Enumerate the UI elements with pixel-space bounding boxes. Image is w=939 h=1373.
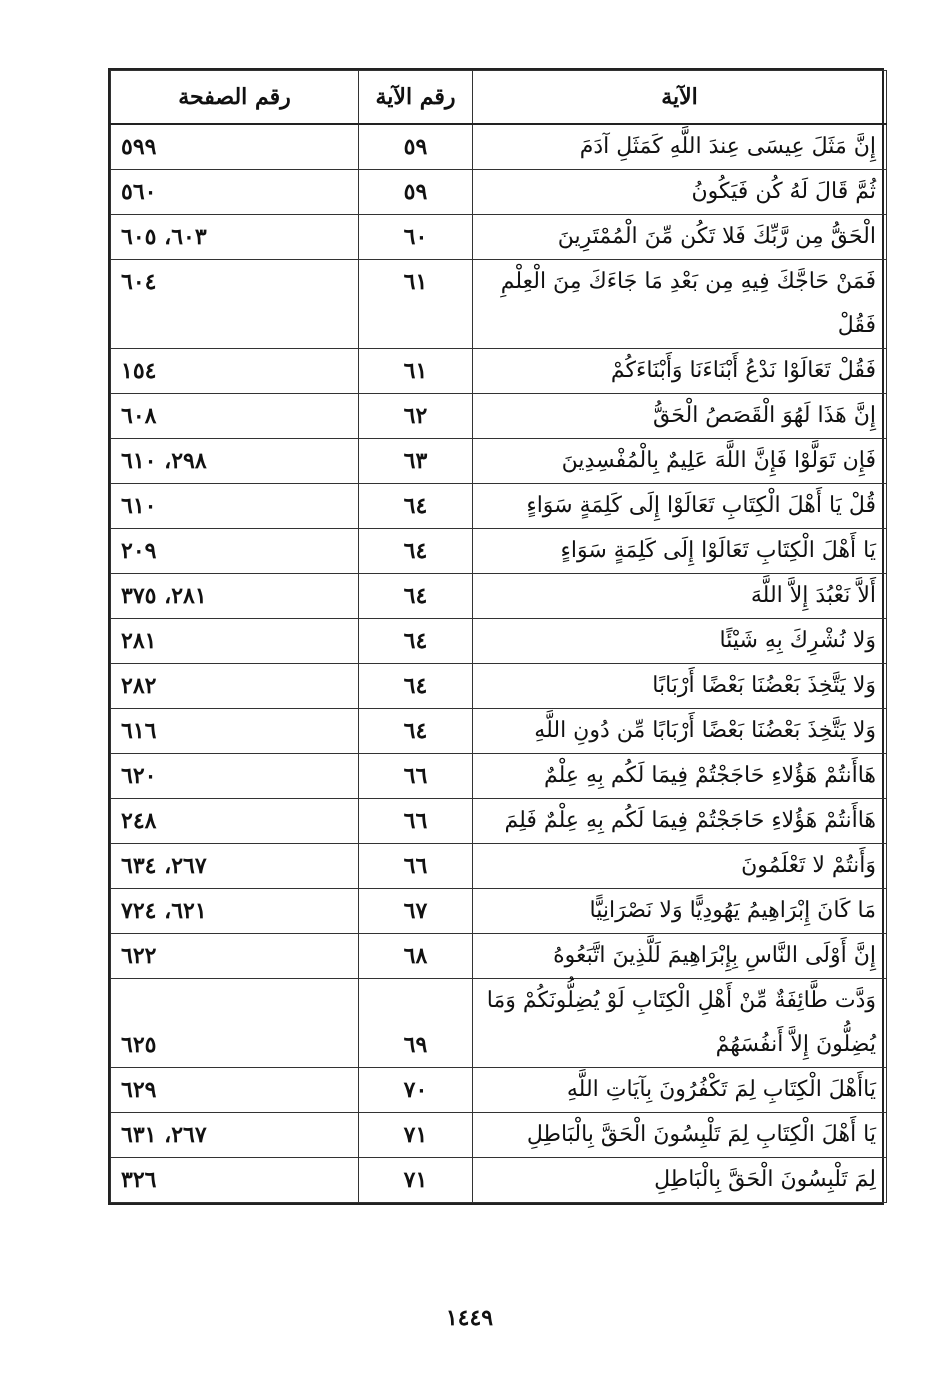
verse-number: ٦٤: [359, 574, 473, 619]
verse-number: ٦٤: [359, 529, 473, 574]
table-row: [111, 1068, 887, 1113]
page-numbers: ٢٤٨: [111, 799, 359, 844]
table-row: [111, 215, 887, 260]
table-row: [111, 574, 887, 619]
table-row: [111, 664, 887, 709]
page-numbers: ١٥٤: [111, 349, 359, 394]
verse-number: ٦٦: [359, 799, 473, 844]
page-numbers: ٦٢٥: [111, 979, 359, 1068]
table-row: [111, 124, 887, 170]
table-row: [111, 709, 887, 754]
page-numbers: ٦٠٣، ٦٠٥: [111, 215, 359, 260]
verse-text: هَاأَنتُمْ هَؤُلاءِ حَاجَجْتُمْ فِيمَا لَكُم بِهِ عِلْمٌ: [473, 754, 887, 799]
verse-text: يَاأَهْلَ الْكِتَابِ لِمَ تَكْفُرُونَ بِآيَاتِ اللَّهِ: [473, 1068, 887, 1113]
verse-number: ٦٤: [359, 619, 473, 664]
table-row: [111, 934, 887, 979]
verse-number: ٦٦: [359, 844, 473, 889]
page-numbers: ٦٢٠: [111, 754, 359, 799]
page-numbers: ٢٠٩: [111, 529, 359, 574]
index-table-frame: [108, 68, 884, 1205]
verse-text: لِمَ تَلْبِسُونَ الْحَقَّ بِالْبَاطِلِ: [473, 1158, 887, 1203]
verse-text: يَا أَهْلَ الْكِتَابِ تَعَالَوْا إِلَى كَلِمَةٍ سَوَاءٍ: [473, 529, 887, 574]
page-numbers: ٢٨١: [111, 619, 359, 664]
verse-number: ٧١: [359, 1158, 473, 1203]
table-row: [111, 754, 887, 799]
verse-number: ٦١: [359, 349, 473, 394]
verse-text: يَا أَهْلَ الْكِتَابِ لِمَ تَلْبِسُونَ الْحَقَّ بِالْبَاطِلِ: [473, 1113, 887, 1158]
page-numbers: ٦١٦: [111, 709, 359, 754]
page-numbers: ٢٩٨، ٦١٠: [111, 439, 359, 484]
table-header-row: [111, 71, 887, 125]
verse-text: وَدَّت طَّائِفَةٌ مِّنْ أَهْلِ الْكِتَابِ لَوْ يُضِلُّونَكُمْ وَمَا يُضِلُّونَ إِلاَّ أَنفُسَهُمْ: [473, 979, 887, 1068]
verse-index-table: [110, 70, 887, 1203]
verse-number: ٧١: [359, 1113, 473, 1158]
page-numbers: ٦١٠: [111, 484, 359, 529]
table-row: [111, 484, 887, 529]
table-row: [111, 799, 887, 844]
verse-number: ٦٧: [359, 889, 473, 934]
verse-number: ٦٦: [359, 754, 473, 799]
page-numbers: ٢٨٢: [111, 664, 359, 709]
verse-text: فَقُلْ تَعَالَوْا نَدْعُ أَبْنَاءَنَا وَأَبْنَاءَكُمْ: [473, 349, 887, 394]
table-row: [111, 260, 887, 349]
header-verse-number: رقم الآية: [359, 71, 473, 125]
verse-number: ٦٤: [359, 664, 473, 709]
verse-text: فَإِن تَوَلَّوْا فَإِنَّ اللَّهَ عَلِيمٌ بِالْمُفْسِدِينَ: [473, 439, 887, 484]
verse-text: وَأَنتُمْ لا تَعْلَمُونَ: [473, 844, 887, 889]
page-numbers: ٣٢٦: [111, 1158, 359, 1203]
page-numbers: ٢٦٧، ٦٣١: [111, 1113, 359, 1158]
verse-text: إِنَّ أَوْلَى النَّاسِ بِإِبْرَاهِيمَ لَلَّذِينَ اتَّبَعُوهُ: [473, 934, 887, 979]
verse-text: مَا كَانَ إِبْرَاهِيمُ يَهُودِيًّا وَلا نَصْرَانِيًّا: [473, 889, 887, 934]
table-row: [111, 170, 887, 215]
verse-text: إِنَّ هَذَا لَهُوَ الْقَصَصُ الْحَقُّ: [473, 394, 887, 439]
table-row: [111, 349, 887, 394]
table-row: [111, 439, 887, 484]
verse-text: أَلاَّ نَعْبُدَ إِلاَّ اللَّهَ: [473, 574, 887, 619]
table-row: [111, 394, 887, 439]
page-numbers: ٦٢٢: [111, 934, 359, 979]
page-numbers: ٦٢٩: [111, 1068, 359, 1113]
verse-text: ثُمَّ قَالَ لَهُ كُن فَيَكُونُ: [473, 170, 887, 215]
page-numbers: ٦٠٤: [111, 260, 359, 349]
table-row: [111, 529, 887, 574]
table-row: [111, 979, 887, 1068]
verse-number: ٦١: [359, 260, 473, 349]
table-row: [111, 1158, 887, 1203]
verse-text: وَلا يَتَّخِذَ بَعْضُنَا بَعْضًا أَرْبَابًا مِّن دُونِ اللَّهِ: [473, 709, 887, 754]
table-row: [111, 619, 887, 664]
verse-number: ٥٩: [359, 124, 473, 170]
verse-number: ٦٠: [359, 215, 473, 260]
header-verse: الآية: [473, 71, 887, 125]
verse-number: ٦٤: [359, 484, 473, 529]
verse-text: وَلا نُشْرِكَ بِهِ شَيْئًا: [473, 619, 887, 664]
header-page-number: رقم الصفحة: [111, 71, 359, 125]
verse-number: ٥٩: [359, 170, 473, 215]
table-row: [111, 889, 887, 934]
verse-number: ٧٠: [359, 1068, 473, 1113]
page-numbers: ٦٠٨: [111, 394, 359, 439]
verse-text: إِنَّ مَثَلَ عِيسَى عِندَ اللَّهِ كَمَثَلِ آدَمَ: [473, 124, 887, 170]
verse-number: ٦٢: [359, 394, 473, 439]
verse-number: ٦٩: [359, 979, 473, 1068]
verse-text: هَاأَنتُمْ هَؤُلاءِ حَاجَجْتُمْ فِيمَا لَكُم بِهِ عِلْمٌ فَلِمَ: [473, 799, 887, 844]
verse-text: قُلْ يَا أَهْلَ الْكِتَابِ تَعَالَوْا إِلَى كَلِمَةٍ سَوَاءٍ: [473, 484, 887, 529]
verse-number: ٦٣: [359, 439, 473, 484]
page-numbers: ٥٩٩: [111, 124, 359, 170]
verse-text: وَلا يَتَّخِذَ بَعْضُنَا بَعْضًا أَرْبَابًا: [473, 664, 887, 709]
verse-text: فَمَنْ حَاجَّكَ فِيهِ مِن بَعْدِ مَا جَاءَكَ مِنَ الْعِلْمِ فَقُلْ: [473, 260, 887, 349]
table-row: [111, 1113, 887, 1158]
page-numbers: ٦٢١، ٧٢٤: [111, 889, 359, 934]
page-numbers: ٢٦٧، ٦٣٤: [111, 844, 359, 889]
page-numbers: ٥٦٠: [111, 170, 359, 215]
page-number-footer: ١٤٤٩: [445, 1305, 494, 1331]
table-row: [111, 844, 887, 889]
verse-text: الْحَقُّ مِن رَّبِّكَ فَلا تَكُن مِّنَ الْمُمْتَرِينَ: [473, 215, 887, 260]
page-numbers: ٢٨١، ٣٧٥: [111, 574, 359, 619]
verse-number: ٦٤: [359, 709, 473, 754]
verse-number: ٦٨: [359, 934, 473, 979]
table-body: [111, 124, 887, 1203]
